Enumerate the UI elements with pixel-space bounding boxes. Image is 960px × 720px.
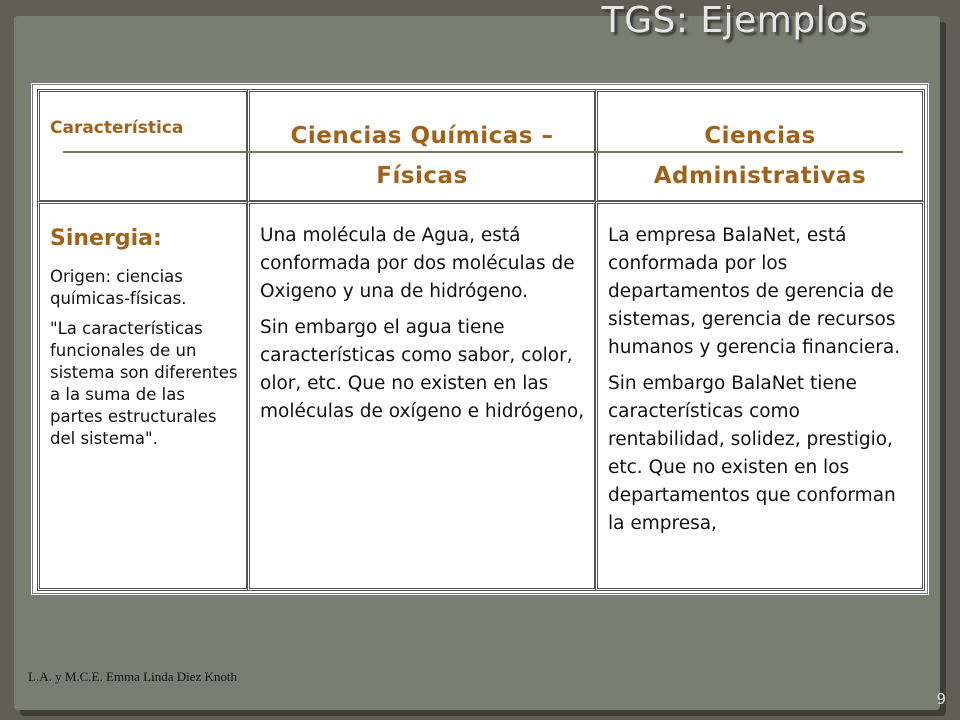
sinergia-heading: Sinergia: [50,226,162,251]
author-footer: L.A. y M.C.E. Emma Linda Diez Knoth [28,669,238,684]
water-molecule-paragraph: Una molécula de Agua, está conformada por dos moléculas de Oxigeno y una de hidrógeno. [260,225,575,302]
body-cell-administrative [595,201,925,591]
chemical-physical-text [260,222,586,434]
page-number: 9 [936,690,946,708]
water-properties-paragraph: Sin embargo el agua tiene características como sabor, color, olor, etc. Que no existen en las moléculas de oxígeno e hidrógeno, [260,317,585,422]
header-chemical-physical-line2: Físicas [376,163,468,189]
header-cell-characteristic [37,89,249,203]
header-chemical-physical-line1: Ciencias Químicas – [290,123,554,149]
administrative-text [608,222,914,546]
slide-title: TGS: Ejemplos [601,0,868,41]
comparison-table [30,82,930,596]
header-cell-administrative [595,89,925,203]
header-chemical-physical-label [250,116,594,196]
header-cell-chemical-physical [247,89,597,203]
header-administrative-line2: Administrativas [653,163,867,189]
body-cell-characteristic [37,201,249,591]
company-structure-paragraph: La empresa BalaNet, está conformada por los departamentos de gerencia de sistemas, gerencia de recursos humanos y gerencia financiera. [608,225,901,358]
body-cell-chemical-physical [247,201,597,591]
header-administrative-label [598,116,922,196]
definition-paragraph: "La características funcionales de un sistema son diferentes a la suma de las partes estructurales del sistema". [50,319,238,448]
header-administrative-line1: Ciencias [704,123,816,149]
header-characteristic-label: Característica [50,118,184,138]
origin-paragraph: Origen: ciencias químicas-físicas. [50,267,187,308]
characteristic-text [50,222,238,458]
company-properties-paragraph: Sin embargo BalaNet tiene características como rentabilidad, solidez, prestigio, etc. Que no existen en los departamentos que conforman la empresa, [608,373,896,534]
header-divider-line [63,151,903,153]
